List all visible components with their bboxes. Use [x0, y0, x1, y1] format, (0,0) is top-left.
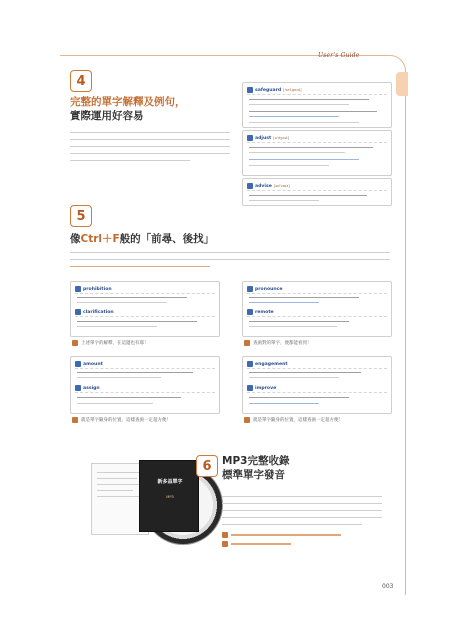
caption-bullet-icon	[72, 340, 78, 346]
entry-word: safeguard	[255, 87, 282, 93]
section-6-title-line-1: MP3完整收錄	[222, 455, 290, 467]
section-4-title-line-2: 實際運用好容易	[70, 110, 144, 122]
search-panel-1	[70, 281, 220, 337]
section-4-number: 4	[70, 70, 92, 92]
entry-marker-icon	[247, 87, 253, 93]
search-caption-4: 就是單字隨身的位置，這樣查詢一定超方便！	[244, 417, 343, 423]
search-caption-3: 就是單字隨身的位置，這樣查詢一定超方便！	[72, 417, 171, 423]
entry-marker-icon	[247, 361, 253, 367]
section-5-number: 5	[70, 205, 92, 227]
entry-word: assign	[83, 385, 100, 391]
search-panel-4	[242, 356, 392, 414]
section-6-note-2	[222, 541, 291, 547]
section-6-title-line-2: 標準單字發音	[222, 469, 285, 481]
section-4-title-line-1: 完整的單字解釋及例句，	[70, 96, 186, 108]
caption-bullet-icon	[72, 417, 78, 423]
entry-word: clarification	[83, 309, 114, 315]
page-number: 003	[382, 583, 394, 590]
section-6-note-1	[222, 532, 341, 538]
search-caption-2: 查詢對的單字，便都能看到！	[244, 340, 312, 346]
entry-panel-safeguard	[242, 82, 392, 128]
entry-marker-icon	[75, 385, 81, 391]
entry-word: engagement	[255, 361, 288, 367]
entry-marker-icon	[247, 183, 253, 189]
entry-panel-advise	[242, 178, 392, 206]
entry-marker-icon	[75, 309, 81, 315]
entry-word: advise	[255, 183, 272, 189]
entry-marker-icon	[247, 286, 253, 292]
caption-bullet-icon	[222, 532, 228, 538]
entry-marker-icon	[75, 361, 81, 367]
entry-phonetic: [ədˈvaɪz]	[273, 184, 290, 188]
entry-marker-icon	[75, 286, 81, 292]
entry-word: remote	[255, 309, 274, 315]
caption-bullet-icon	[244, 340, 250, 346]
running-header: User's Guide	[318, 52, 360, 59]
entry-word: improve	[255, 385, 277, 391]
entry-word: prohibition	[83, 286, 112, 292]
entry-word: adjust	[255, 135, 272, 141]
entry-phonetic: [əˈdʒʌst]	[273, 136, 289, 140]
entry-word: amount	[83, 361, 103, 367]
search-panel-2	[242, 281, 392, 337]
entry-marker-icon	[247, 309, 253, 315]
entry-marker-icon	[247, 385, 253, 391]
section-5-title: 像Ctrl＋F般的「前尋、後找」	[70, 233, 215, 245]
entry-word: pronounce	[255, 286, 283, 292]
entry-panel-adjust	[242, 130, 392, 176]
section-6-number: 6	[196, 455, 218, 477]
entry-marker-icon	[247, 135, 253, 141]
page-tab	[396, 72, 408, 96]
cd-cover-image: 新多益單字 MP3	[139, 460, 199, 532]
caption-bullet-icon	[222, 541, 228, 547]
search-panel-3	[70, 356, 220, 414]
entry-phonetic: [ˈsefˌɡɑrd]	[283, 88, 302, 92]
caption-bullet-icon	[244, 417, 250, 423]
search-caption-1: 上述單字的解釋，在這邊也有耶！	[72, 340, 149, 346]
